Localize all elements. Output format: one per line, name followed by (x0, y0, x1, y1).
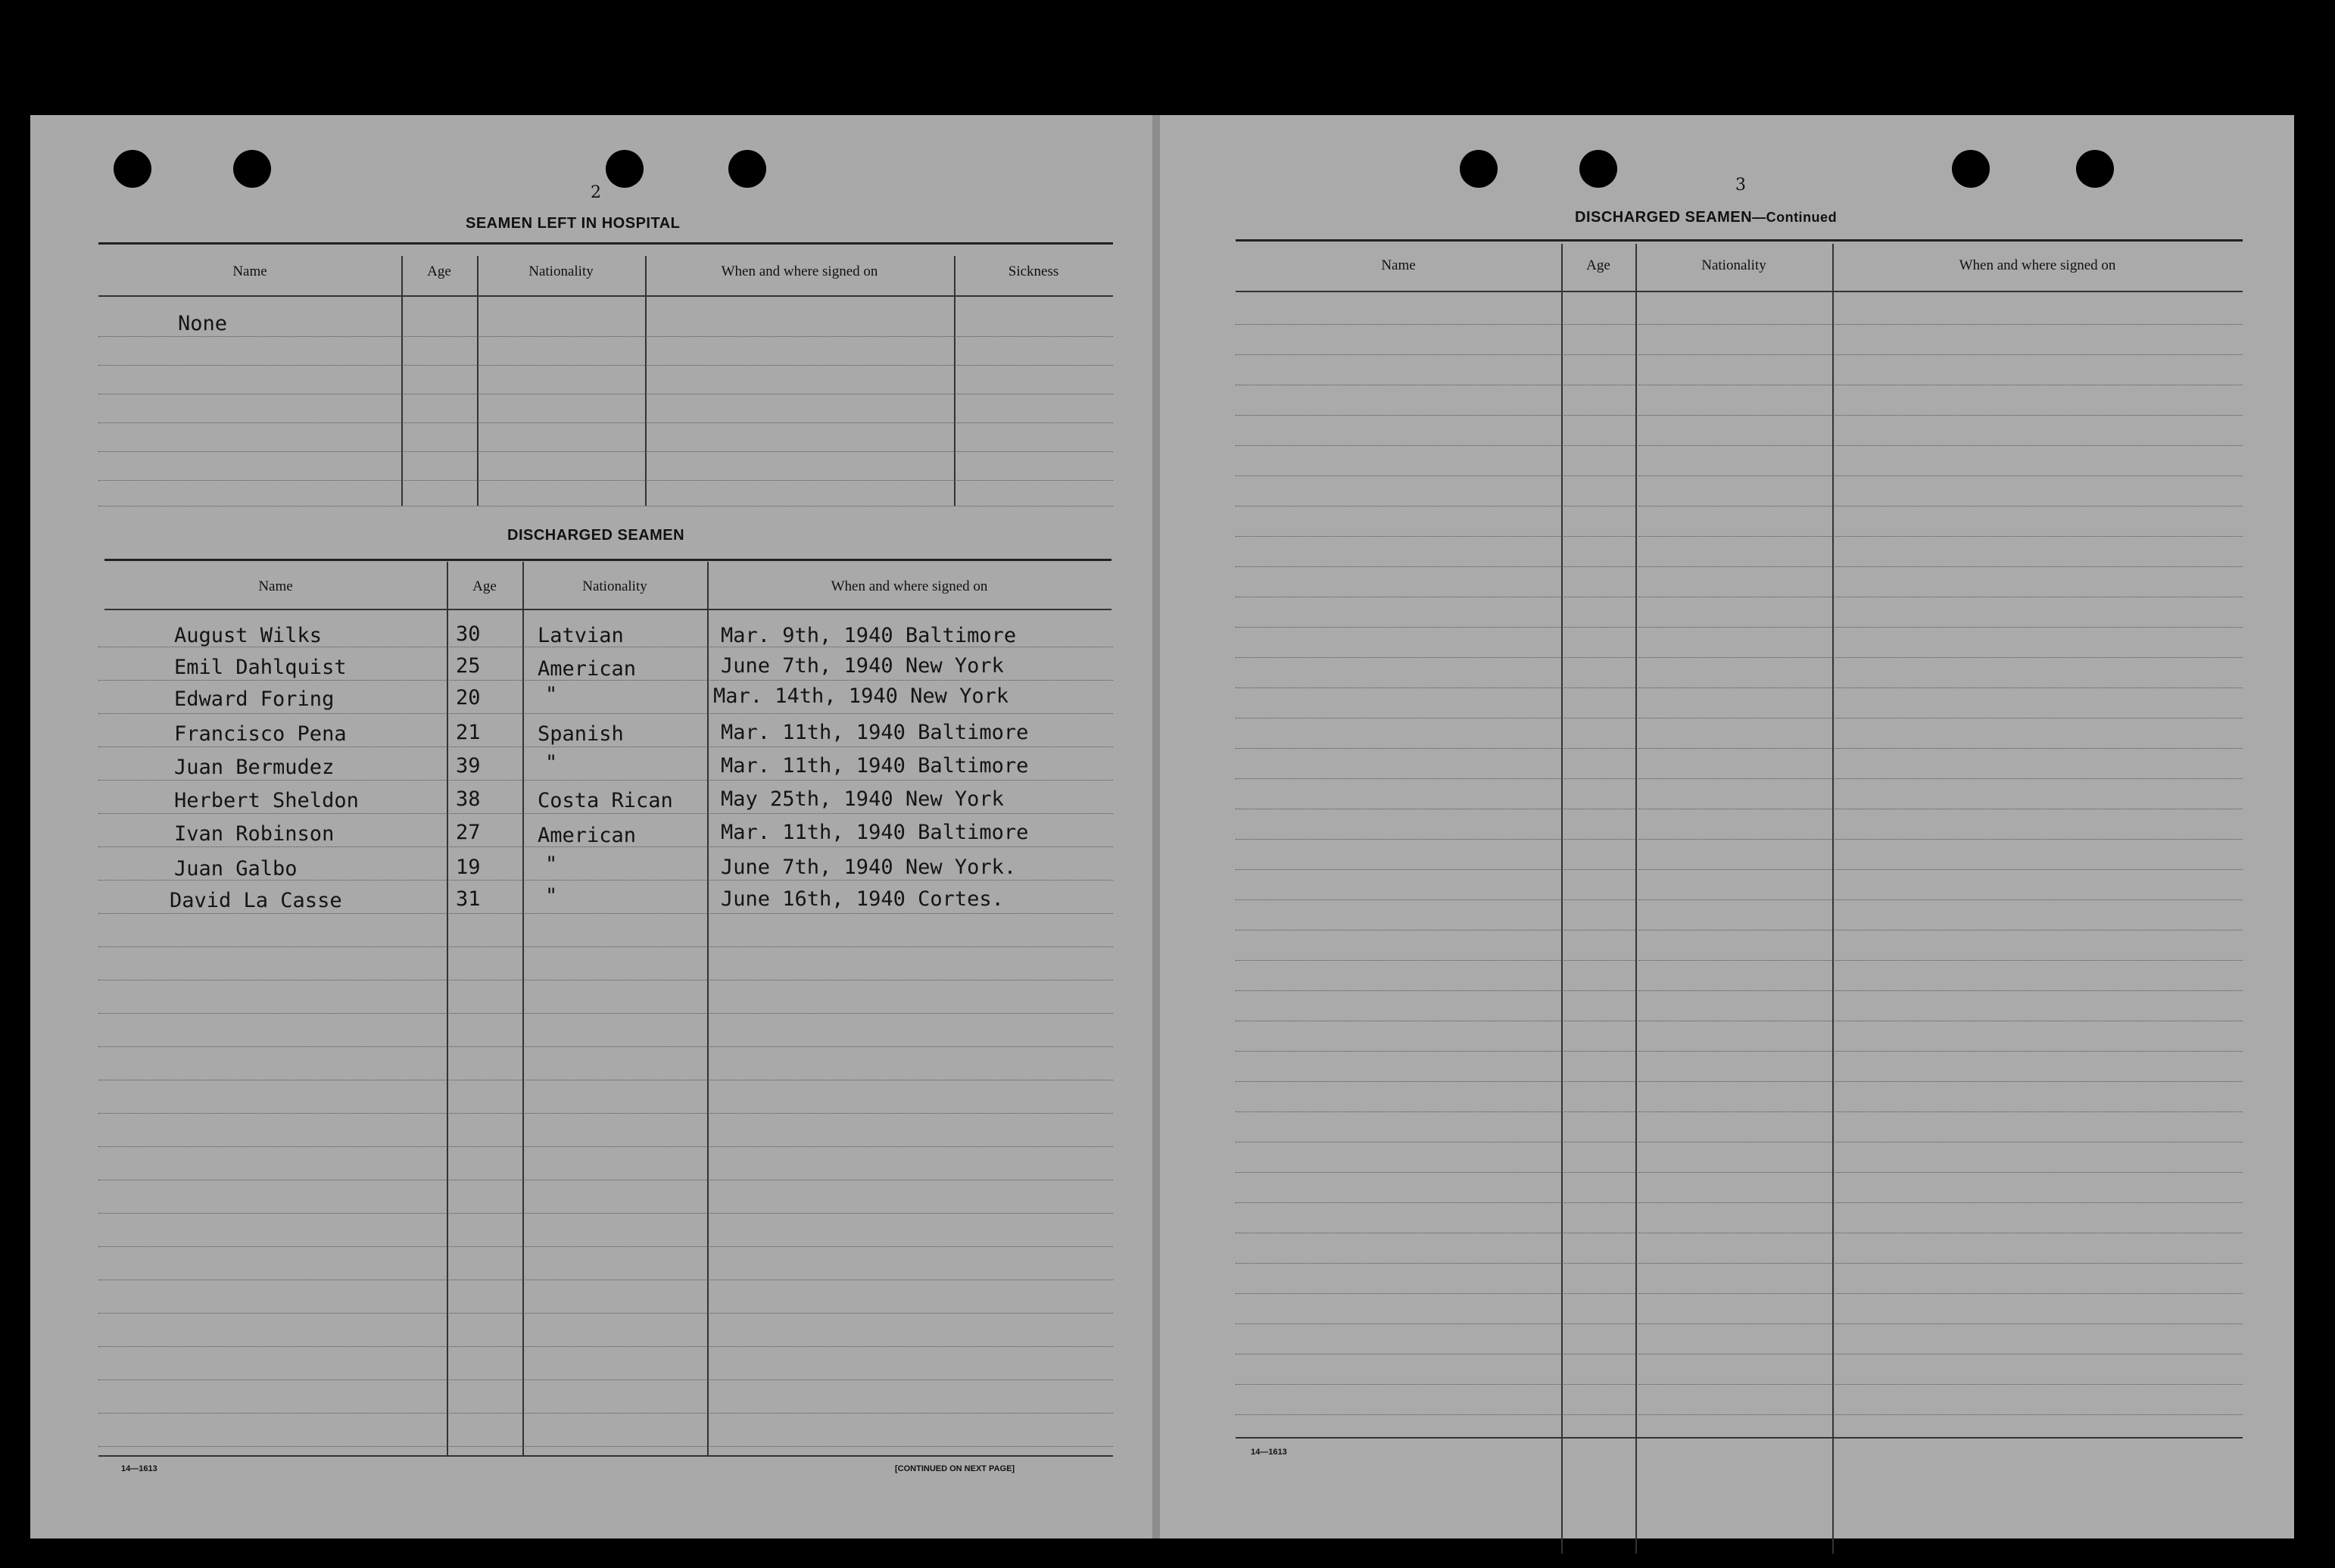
table-rule (104, 609, 1111, 610)
page-number: 2 (591, 183, 601, 202)
ruled-line (98, 946, 1113, 947)
col-header-signed-on: When and where signed on (1959, 257, 2116, 273)
seaman-age: 21 (456, 721, 481, 744)
seaman-signed-on: June 7th, 1940 New York. (721, 856, 1017, 879)
ruled-line (1236, 1414, 2243, 1415)
col-divider (1561, 244, 1563, 1554)
form-number: 14—1613 (121, 1464, 157, 1473)
col-header-name: Name (1381, 257, 1416, 273)
seaman-signed-on: Mar. 11th, 1940 Baltimore (721, 721, 1029, 744)
col-header-age: Age (1586, 257, 1610, 273)
ruled-line (98, 813, 1113, 814)
ruled-line (1236, 324, 2243, 325)
ruled-line (1236, 1081, 2243, 1082)
ruled-line (1236, 1111, 2243, 1112)
seaman-signed-on: Mar. 11th, 1940 Baltimore (721, 754, 1029, 778)
seaman-name: Juan Bermudez (174, 756, 335, 779)
col-divider (645, 256, 647, 506)
seaman-name: Juan Galbo (174, 857, 298, 881)
col-divider (1832, 244, 1834, 1554)
col-header-nationality: Nationality (1701, 257, 1766, 273)
seaman-age: 20 (456, 686, 481, 709)
seaman-nationality: American (538, 657, 637, 681)
right-page (1160, 115, 2294, 1538)
left-page (30, 115, 1160, 1538)
col-divider (707, 562, 709, 1455)
ruled-line (1236, 899, 2243, 900)
col-divider (1635, 244, 1637, 1554)
col-header-age: Age (472, 578, 497, 594)
ruled-line (98, 1246, 1113, 1247)
seaman-age: 25 (456, 654, 481, 678)
col-header-nationality: Nationality (528, 263, 594, 279)
ruled-line (1236, 657, 2243, 658)
col-divider (447, 562, 448, 1455)
seaman-signed-on: Mar. 11th, 1940 Baltimore (721, 821, 1029, 844)
seaman-signed-on: May 25th, 1940 New York (721, 787, 1004, 811)
seaman-age: 39 (456, 754, 481, 778)
hospital-name-cell: None (178, 312, 228, 335)
ruled-line (1236, 930, 2243, 931)
punch-hole (233, 150, 271, 188)
ruled-line (1236, 445, 2243, 446)
ruled-line (1236, 354, 2243, 355)
col-divider (522, 562, 524, 1455)
seaman-age: 30 (456, 622, 481, 646)
ruled-line (98, 1146, 1113, 1147)
punch-hole (1579, 150, 1617, 188)
col-divider (477, 256, 479, 506)
page-title (1575, 209, 1837, 226)
seaman-nationality: American (538, 824, 637, 847)
col-header-name: Name (232, 263, 267, 279)
ruled-line (98, 480, 1113, 481)
ruled-line (1236, 566, 2243, 567)
col-header-signed-on: When and where signed on (831, 578, 988, 594)
ruled-line (1236, 869, 2243, 870)
ruled-line (1236, 1263, 2243, 1264)
seaman-name: August Wilks (174, 624, 323, 647)
seaman-name: Emil Dahlquist (174, 656, 347, 679)
punch-hole (114, 150, 151, 188)
seaman-signed-on: June 16th, 1940 Cortes. (721, 887, 1004, 911)
table-rule (98, 295, 1113, 297)
ruled-line (1236, 687, 2243, 688)
ruled-line (98, 1446, 1113, 1447)
discharged-section-title: DISCHARGED SEAMEN (507, 527, 685, 544)
seaman-nationality: Latvian (538, 624, 624, 647)
table-rule (98, 242, 1113, 245)
ruled-line (98, 1113, 1113, 1114)
ruled-line (98, 1346, 1113, 1347)
ruled-line (98, 336, 1113, 337)
punch-hole (2076, 150, 2114, 188)
ruled-line (98, 451, 1113, 452)
seaman-signed-on: Mar. 14th, 1940 New York (713, 684, 1009, 708)
seaman-nationality: Spanish (538, 722, 624, 746)
ruled-line (1236, 415, 2243, 416)
ruled-line (1236, 1293, 2243, 1294)
ruled-line (98, 1013, 1113, 1014)
ruled-line (1236, 778, 2243, 779)
ruled-line (1236, 960, 2243, 961)
ruled-line (1236, 1172, 2243, 1173)
seaman-name: David La Casse (170, 889, 342, 912)
col-header-signed-on: When and where signed on (721, 263, 878, 279)
seaman-nationality: " (545, 853, 558, 876)
seaman-signed-on: June 7th, 1940 New York (721, 654, 1004, 678)
table-rule (104, 559, 1111, 561)
ruled-line (98, 1413, 1113, 1414)
continued-note: [CONTINUED ON NEXT PAGE] (895, 1464, 1015, 1473)
col-header-nationality: Nationality (582, 578, 647, 594)
ruled-line (1236, 1384, 2243, 1385)
seaman-nationality: " (545, 683, 558, 706)
page-title-suffix: —Continued (1752, 210, 1838, 225)
table-rule (1236, 1437, 2243, 1439)
ruled-line (1236, 627, 2243, 628)
col-header-age: Age (427, 263, 451, 279)
ruled-line (1236, 1051, 2243, 1052)
seaman-signed-on: Mar. 9th, 1940 Baltimore (721, 624, 1017, 647)
ruled-line (1236, 748, 2243, 749)
col-divider (401, 256, 403, 506)
form-number: 14—1613 (1251, 1448, 1287, 1457)
ruled-line (98, 713, 1113, 714)
seaman-nationality: " (545, 751, 558, 775)
ruled-line (1236, 718, 2243, 719)
hospital-section-title: SEAMEN LEFT IN HOSPITAL (466, 215, 681, 232)
ruled-line (1236, 839, 2243, 840)
ruled-line (98, 422, 1113, 423)
seaman-name: Herbert Sheldon (174, 789, 359, 812)
table-rule (98, 1455, 1113, 1457)
seaman-age: 31 (456, 887, 481, 911)
punch-hole (1952, 150, 1990, 188)
ruled-line (98, 1213, 1113, 1214)
seaman-name: Ivan Robinson (174, 822, 335, 846)
page-number: 3 (1735, 176, 1746, 195)
ruled-line (1236, 990, 2243, 991)
seaman-nationality: Costa Rican (538, 789, 673, 812)
ruled-line (98, 913, 1113, 914)
ruled-line (98, 506, 1113, 507)
ruled-line (1236, 506, 2243, 507)
seaman-name: Edward Foring (174, 687, 335, 711)
col-header-name: Name (258, 578, 293, 594)
ruled-line (98, 1379, 1113, 1380)
table-rule (1236, 239, 2243, 242)
seaman-age: 38 (456, 787, 481, 811)
ruled-line (1236, 475, 2243, 476)
seaman-age: 27 (456, 821, 481, 844)
ruled-line (98, 1046, 1113, 1047)
page-title-main: DISCHARGED SEAMEN (1575, 209, 1753, 226)
punch-hole (728, 150, 766, 188)
col-header-sickness: Sickness (1008, 263, 1059, 279)
ruled-line (1236, 536, 2243, 537)
ruled-line (98, 1313, 1113, 1314)
seaman-age: 19 (456, 856, 481, 879)
seaman-name: Francisco Pena (174, 722, 347, 746)
punch-hole (606, 150, 644, 188)
ruled-line (1236, 1202, 2243, 1203)
seaman-nationality: " (545, 884, 558, 908)
ruled-line (98, 365, 1113, 366)
col-divider (954, 256, 956, 506)
ruled-line (98, 780, 1113, 781)
ruled-line (1236, 1323, 2243, 1324)
punch-hole (1460, 150, 1498, 188)
table-rule (1236, 291, 2243, 292)
